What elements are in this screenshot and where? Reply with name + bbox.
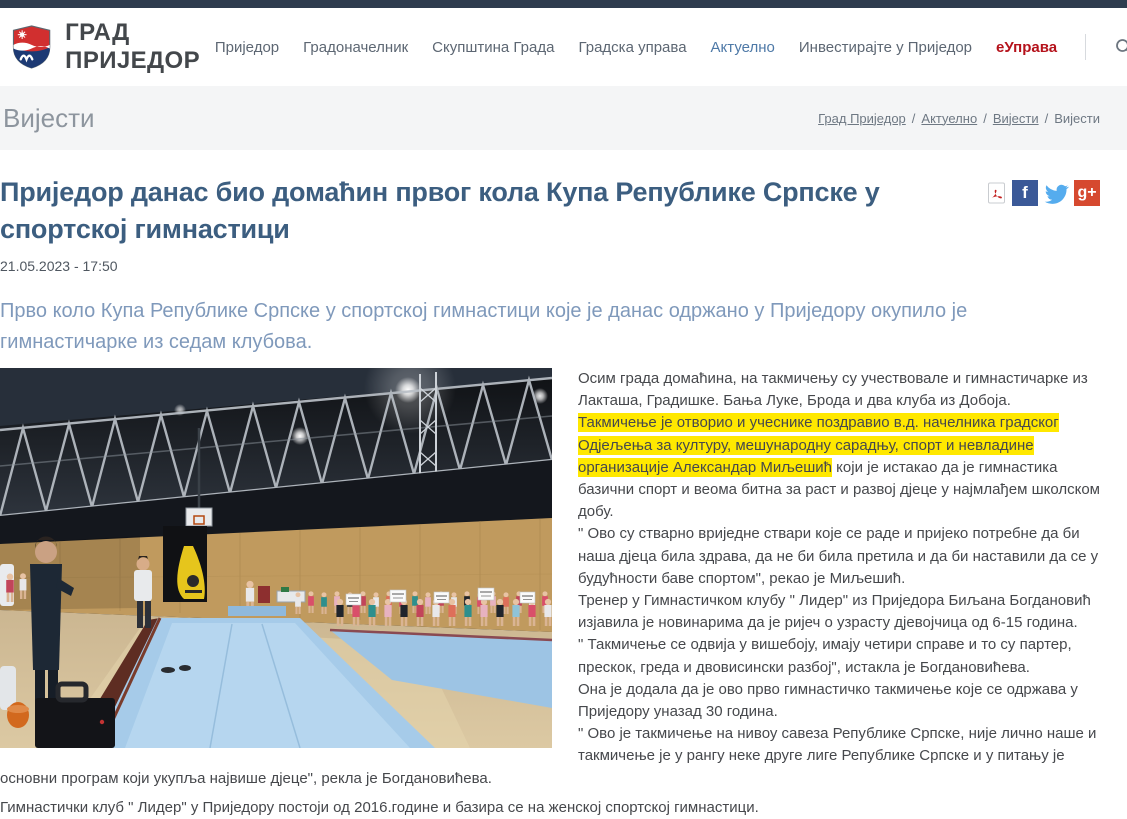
article-paragraph: " Такмичење се одвија у вишебоју, имају четири справе и то су партер, прескок, греда и двовисински разбој", истакла је Богдановићева. <box>0 634 1113 678</box>
article-paragraph: " Ово су стварно вриједне ствари које се раде и пријеко потребне да би наша дјеца била здрава, да не би била претила и да би наставили да се у будућности баве спортом", рекао је Миљешић. <box>0 523 1113 590</box>
breadcrumb-current: Вијести <box>1054 111 1100 126</box>
breadcrumb <box>818 111 1100 126</box>
breadcrumb-separator: / <box>912 111 916 126</box>
article-date: 21.05.2023 - 17:50 <box>0 258 1113 274</box>
article-lead: Прво коло Купа Републике Српске у спортској гимнастици које је данас одржано у Приједору окупило је гимнастичарке из седам клубова. <box>0 296 1010 358</box>
top-accent-bar <box>0 0 1127 8</box>
nav-divider <box>1085 34 1086 60</box>
page-title: Вијести <box>3 103 95 134</box>
article-photo <box>0 368 552 748</box>
nav-item-gradonacelnik[interactable]: Градоначелник <box>303 39 408 56</box>
nav-item-skupstina-grada[interactable]: Скупштина Града <box>432 39 554 56</box>
article-paragraph: Она је додала да је ово прво гимнастичко такмичење које се одржава у Приједору уназад 30 година. <box>0 679 1113 723</box>
nav-item-euprava[interactable]: еУправа <box>996 39 1057 56</box>
share-buttons <box>987 180 1100 206</box>
breadcrumb-separator: / <box>1045 111 1049 126</box>
article-paragraph: Тренер у Гимнастичком клубу " Лидер" из Приједора Биљана Богдановић изјавила је новинарима да је ријеч о узрасту дјевојчица од 6-15 година. <box>0 590 1113 634</box>
site-header <box>0 8 1127 86</box>
facebook-icon[interactable]: f <box>1012 180 1038 206</box>
article-title: Приједор данас био домаћин првог кола Купа Републике Српске у спортској гимнастици <box>0 174 950 248</box>
article <box>0 174 1127 819</box>
breadcrumb-link-aktuelno[interactable]: Актуелно <box>921 111 977 126</box>
main-nav <box>215 34 1127 60</box>
breadcrumb-separator: / <box>983 111 987 126</box>
nav-item-gradska-uprava[interactable]: Градска управа <box>578 39 686 56</box>
highlighted-text: Такмичење је отворио и учеснике поздравио в.д. начелника градског Одјељења за културу, мешународну сарадњу, спорт и невладине организације Александар Миљешић <box>578 413 1059 476</box>
nav-item-aktuelno[interactable]: Актуелно <box>711 39 775 56</box>
nav-item-prijedor[interactable]: Приједор <box>215 39 279 56</box>
breadcrumb-link-vijesti[interactable]: Вијести <box>993 111 1039 126</box>
page-header-band <box>0 86 1127 150</box>
googleplus-icon[interactable]: g+ <box>1074 180 1100 206</box>
pdf-icon[interactable] <box>987 182 1007 204</box>
article-paragraph: Гимнастички клуб " Лидер" у Приједору постоји од 2016.године и базира се на женској спортској гимнастици. <box>0 790 1113 819</box>
nav-item-investirajte[interactable]: Инвестирајте у Приједор <box>799 39 972 56</box>
article-paragraph: Такмичење је отворио и учеснике поздравио в.д. начелника градског Одјељења за културу, мешународну сарадњу, спорт и невладине организације Александар Миљешић који је истакао да је гимнастика базични спорт и веома битна за раст и развој дјеце у најмлађем школском добу. <box>0 412 1113 523</box>
breadcrumb-link-grad-prijedor[interactable]: Град Приједор <box>818 111 906 126</box>
twitter-icon[interactable] <box>1043 180 1069 206</box>
city-coat-of-arms-logo <box>12 17 51 77</box>
article-paragraph: Осим града домаћина, на такмичењу су учествовале и гимнастичарке из Лакташа, Градишке. Бања Луке, Брода и два клуба из Добоја. <box>0 368 1113 412</box>
search-icon[interactable] <box>1114 37 1127 57</box>
article-body <box>0 368 1113 819</box>
site-brand[interactable] <box>12 17 215 77</box>
article-paragraph: " Ово је такмичење на нивоу савеза Републике Српске, није лично наше и такмичење је у рангу неке друге лиге Републике Српске и у питању је основни програм који укупља највише дјеце", рекла је Богдановићева. <box>0 723 1113 790</box>
site-name: ГРАД ПРИЈЕДОР <box>65 19 215 75</box>
